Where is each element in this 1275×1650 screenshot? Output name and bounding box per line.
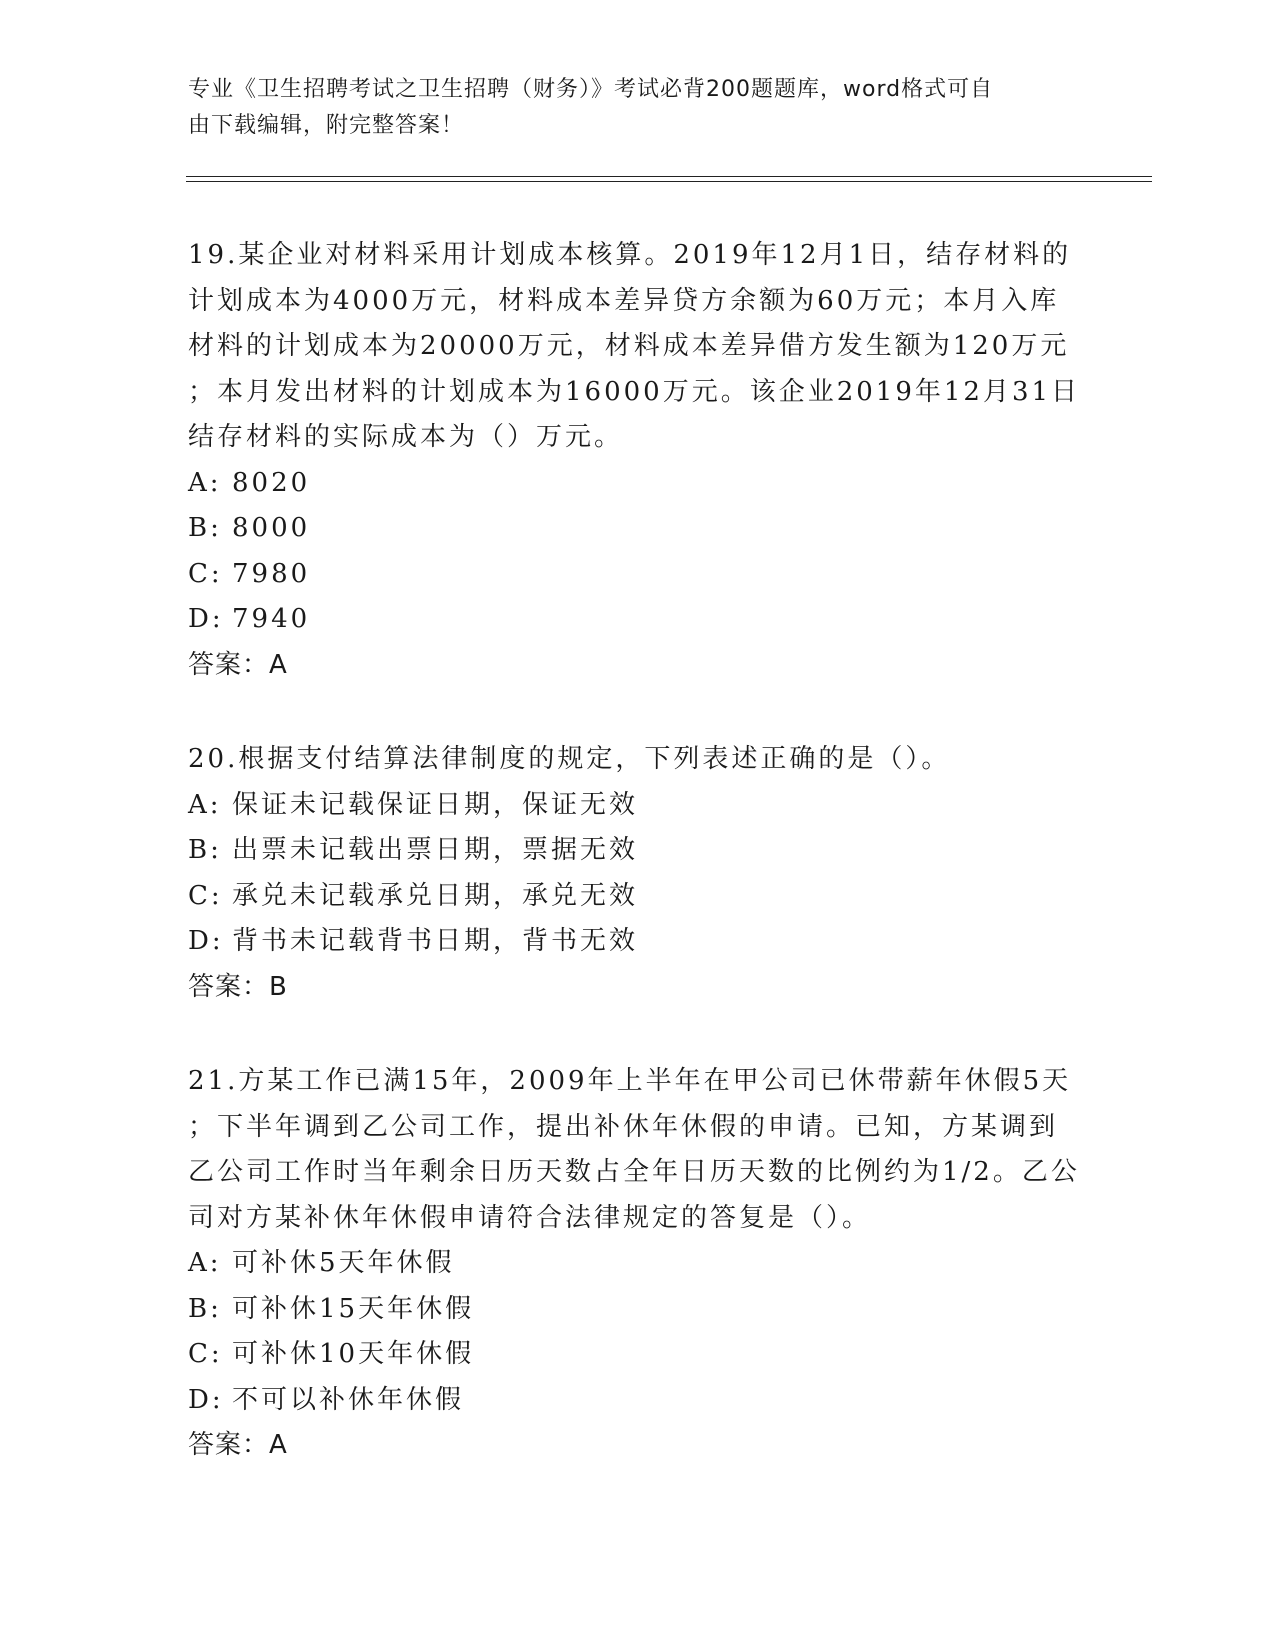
option-text: 7940 — [232, 604, 311, 634]
answer-line: 答案：A — [188, 1430, 288, 1460]
header-line-2: 由下载编辑，附完整答案！ — [188, 113, 465, 138]
option-text: 8000 — [232, 513, 311, 543]
option-d — [188, 597, 1088, 643]
option-c — [188, 1332, 1088, 1378]
option-key: C: — [188, 558, 223, 589]
answer-line: 答案：A — [188, 649, 288, 680]
option-a — [188, 1241, 1088, 1287]
option-c — [188, 552, 1088, 598]
option-key: D: — [188, 1384, 224, 1415]
question-stem-line: 21.方某工作已满15年，2009年上半年在甲公司已休带薪年休假5天 — [188, 1066, 1072, 1096]
option-key: A: — [188, 467, 222, 498]
option-a — [188, 461, 1088, 507]
option-d — [188, 919, 1088, 965]
question-stem-line: 材料的计划成本为20000万元，材料成本差异借方发生额为120万元 — [188, 331, 1070, 361]
question-list — [188, 233, 1088, 1469]
answer-line: 答案：B — [188, 971, 288, 1002]
option-text: 背书未记载背书日期，背书无效 — [232, 926, 639, 956]
page-header — [188, 72, 1068, 144]
question-20 — [188, 737, 1088, 1010]
option-d — [188, 1378, 1088, 1424]
option-b — [188, 828, 1088, 874]
option-text: 保证未记载保证日期，保证无效 — [232, 789, 639, 820]
question-stem-line: 乙公司工作时当年剩余日历天数占全年日历天数的比例约为1/2。乙公 — [188, 1157, 1080, 1187]
option-text: 可补休15天年休假 — [232, 1293, 475, 1324]
header-divider-bottom — [186, 181, 1152, 182]
question-19 — [188, 233, 1088, 688]
option-key: B: — [188, 1293, 222, 1324]
option-text: 不可以补休年休假 — [232, 1384, 465, 1415]
question-stem-line: ；本月发出材料的计划成本为16000万元。该企业2019年12月31日 — [188, 376, 1081, 407]
question-stem-line: 计划成本为4000万元，材料成本差异贷方余额为60万元；本月入库 — [188, 285, 1060, 316]
option-key: D: — [188, 926, 224, 956]
option-b — [188, 506, 1088, 552]
question-stem-line: 司对方某补休年休假申请符合法律规定的答复是（）。 — [188, 1202, 872, 1233]
question-stem-line: 19.某企业对材料采用计划成本核算。2019年12月1日，结存材料的 — [188, 240, 1072, 270]
option-text: 出票未记载出票日期，票据无效 — [232, 835, 639, 865]
option-key: B: — [188, 835, 222, 865]
option-key: D: — [188, 604, 224, 634]
option-b — [188, 1287, 1088, 1333]
question-21 — [188, 1059, 1088, 1469]
option-key: B: — [188, 513, 222, 543]
question-stem-line: 20.根据支付结算法律制度的规定，下列表述正确的是（）。 — [188, 744, 951, 774]
option-text: 8020 — [232, 467, 311, 498]
option-key: C: — [188, 1339, 223, 1369]
question-stem-line: 结存材料的实际成本为（）万元。 — [188, 422, 624, 452]
option-key: C: — [188, 880, 223, 911]
question-stem-line: ；下半年调到乙公司工作，提出补休年休假的申请。已知，方某调到 — [188, 1111, 1059, 1142]
header-line-1: 专业《卫生招聘考试之卫生招聘（财务）》考试必背200题题库，word格式可自 — [188, 77, 994, 102]
option-text: 承兑未记载承兑日期，承兑无效 — [232, 880, 639, 911]
option-key: A: — [188, 1248, 222, 1278]
option-text: 7980 — [232, 558, 311, 589]
option-text: 可补休5天年休假 — [232, 1248, 455, 1278]
option-c — [188, 874, 1088, 920]
option-a — [188, 783, 1088, 829]
option-text: 可补休10天年休假 — [232, 1339, 475, 1369]
option-key: A: — [188, 789, 222, 820]
header-divider-top — [186, 176, 1152, 177]
